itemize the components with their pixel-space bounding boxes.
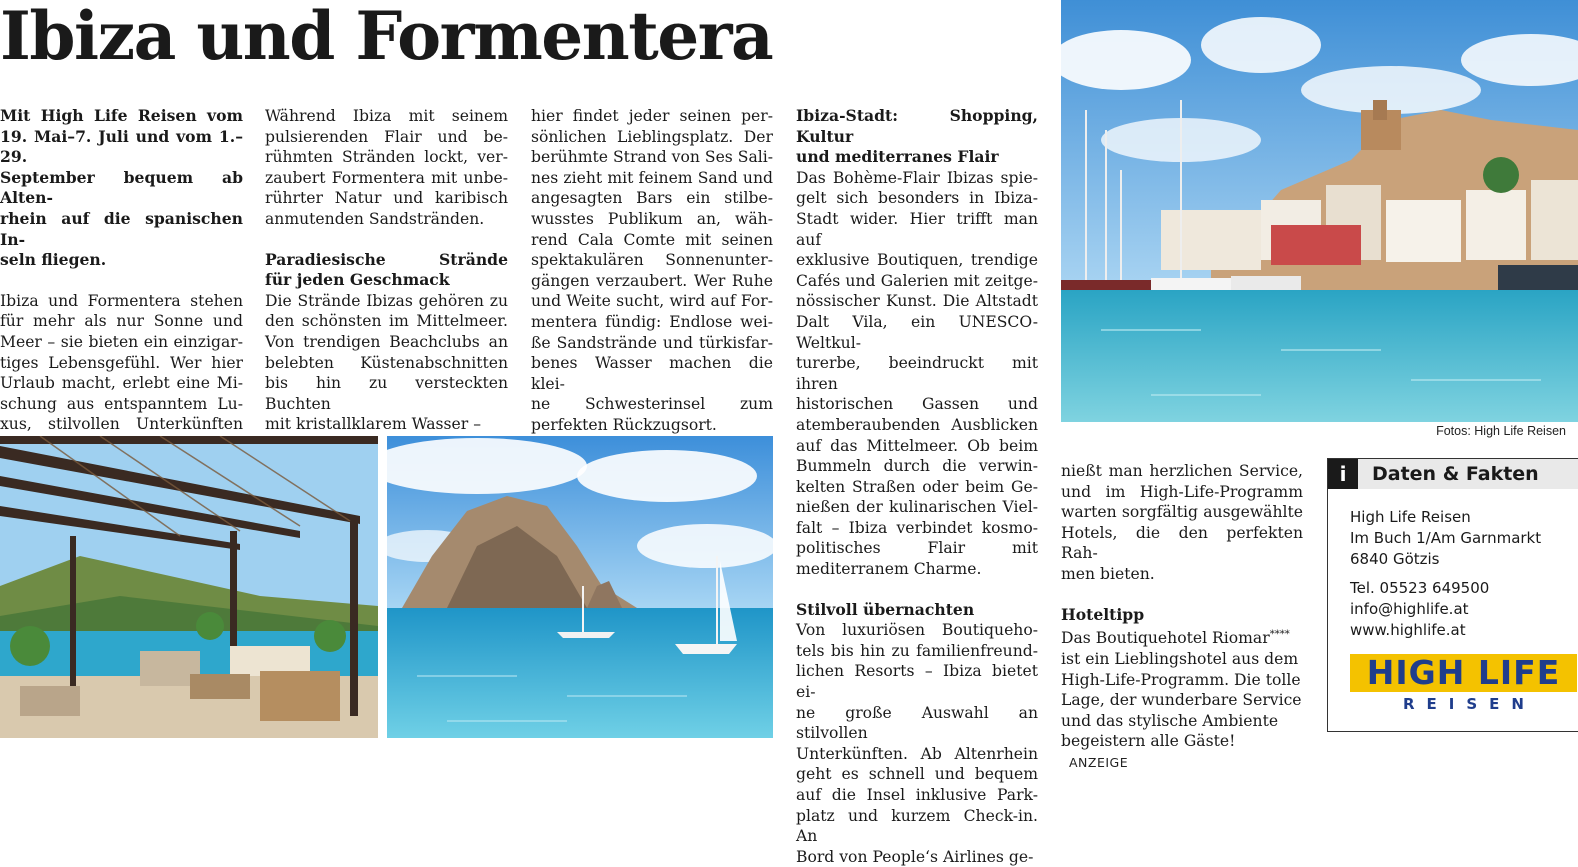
text-line: nießt man herzlichen Service, bbox=[1061, 462, 1303, 480]
column-4-body2 bbox=[796, 620, 1038, 867]
column-3 bbox=[531, 106, 773, 436]
text-line: Hotels, die den perfekten Rah- bbox=[1061, 523, 1303, 563]
headline: Ibiza und Formentera bbox=[0, 0, 773, 75]
company-name: High Life Reisen bbox=[1350, 508, 1471, 526]
text-line: Stadt wider. Hier trifft man auf bbox=[796, 209, 1038, 249]
text-line: Bord von People‘s Airlines ge- bbox=[796, 847, 1034, 866]
terrace-image bbox=[0, 436, 378, 738]
text-line: atemberaubenden Ausblicken bbox=[796, 415, 1038, 434]
es-vedra-image bbox=[387, 436, 773, 738]
logo-wordmark: HIGH LIFE bbox=[1350, 654, 1577, 692]
text-line: schung aus entspanntem Lu- bbox=[0, 394, 243, 413]
text-line: hier findet jeder seinen per- bbox=[531, 107, 773, 125]
text-line: Ibiza und Formentera stehen bbox=[0, 291, 243, 310]
hoteltipp-line: Lage, der wunderbare Service bbox=[1061, 691, 1302, 710]
text-line: Bummeln durch die verwin- bbox=[796, 457, 1038, 476]
column-1 bbox=[0, 106, 243, 476]
text-line: Ibiza-Stadt: Shopping, Kultur bbox=[796, 106, 1038, 146]
text-line: September bequem ab Alten- bbox=[0, 167, 243, 208]
column-5-body2 bbox=[1061, 625, 1303, 773]
text-line: tels bis hin zu familienfreund- bbox=[796, 641, 1038, 660]
text-line: rühmten Stränden lockt, ver- bbox=[265, 148, 508, 167]
text-line: nießen der kulinarischen Viel- bbox=[796, 498, 1038, 517]
text-line: 19. Mai–7. Juli und vom 1.–29. bbox=[0, 126, 243, 167]
column-4-body bbox=[796, 168, 1038, 580]
text-line: platz und kurzem Check-in. An bbox=[796, 806, 1038, 846]
text-line: men bieten. bbox=[1061, 564, 1155, 583]
text-line: politisches Flair mit bbox=[796, 539, 1038, 558]
photo-credit: Fotos: High Life Reisen bbox=[1436, 424, 1566, 438]
text-line: kelten Straßen oder beim Ge- bbox=[796, 477, 1038, 496]
column-5 bbox=[1061, 461, 1303, 774]
website-link[interactable]: www.highlife.at bbox=[1350, 621, 1466, 639]
phone-number: Tel. 05523 649500 bbox=[1350, 579, 1490, 597]
text-line: Das Bohème-Flair Ibizas spie- bbox=[796, 168, 1038, 187]
text-line: warten sorgfältig ausgewählte bbox=[1061, 503, 1303, 522]
text-line: ne Schwesterinsel zum bbox=[531, 395, 773, 414]
text-line: mediterranem Charme. bbox=[796, 560, 982, 579]
logo-subline: REISEN bbox=[1403, 695, 1536, 713]
text-line: nes zieht mit feinem Sand und bbox=[531, 168, 773, 187]
text-line: für mehr als nur Sonne und bbox=[0, 312, 243, 331]
text-line: lichen Resorts – Ibiza bietet ei- bbox=[796, 662, 1038, 702]
harbour-image bbox=[1061, 0, 1578, 422]
text-line: ne große Auswahl an stilvollen bbox=[796, 703, 1038, 743]
text-line: auf das Mittelmeer. Ob beim bbox=[796, 436, 1038, 455]
fact-box bbox=[1327, 458, 1578, 732]
fact-box-title: Daten & Fakten bbox=[1372, 463, 1539, 485]
hotel-stars: **** bbox=[1269, 629, 1290, 641]
text-line: und im High-Life-Programm bbox=[1061, 482, 1303, 501]
text-line: mit kristallklarem Wasser – bbox=[265, 415, 481, 434]
text-line: mentera fündig: Endlose wei- bbox=[531, 312, 773, 331]
text-line: Unterkünften. Ab Altenrhein bbox=[796, 744, 1038, 763]
text-line: rhein auf die spanischen In- bbox=[0, 208, 243, 249]
text-line: tiges Lebensgefühl. Wer hier bbox=[0, 353, 243, 372]
text-line: Von trendigen Beachclubs an bbox=[265, 332, 508, 351]
lead-paragraph bbox=[0, 106, 243, 271]
text-line: Dalt Vila, ein UNESCO-Weltkul- bbox=[796, 312, 1038, 352]
hoteltipp-line: begeistern alle Gäste! bbox=[1061, 732, 1236, 751]
column-2-body2 bbox=[265, 291, 508, 435]
text-line: ße Sandstrände und türkisfar- bbox=[531, 333, 773, 352]
text-line: benes Wasser machen die klei- bbox=[531, 354, 773, 393]
text-line: Die Strände Ibizas gehören zu bbox=[265, 291, 508, 310]
text-line: geht es schnell und bequem bbox=[796, 765, 1038, 784]
column-2 bbox=[265, 106, 508, 435]
text-line: angesagten Bars ein stilbe- bbox=[531, 189, 773, 208]
text-line: für jeden Geschmack bbox=[265, 270, 450, 290]
column-2-body bbox=[265, 106, 508, 230]
text-line: Von luxuriösen Boutiqueho- bbox=[796, 621, 1038, 640]
text-line: auf die Insel inklusive Park- bbox=[796, 786, 1038, 804]
hoteltipp-line: ist ein Lieblingshotel aus dem bbox=[1061, 649, 1299, 668]
postal-city: 6840 Götzis bbox=[1350, 550, 1440, 568]
hoteltipp-line: High-Life-Programm. Die tolle bbox=[1061, 670, 1301, 689]
text-line: turerbe, beeindruckt mit ihren bbox=[796, 354, 1038, 393]
text-line: exklusive Boutiquen, trendige bbox=[796, 251, 1038, 270]
text-line: pulsierenden Flair und be- bbox=[265, 127, 508, 146]
fact-box-contact bbox=[1350, 578, 1489, 641]
text-line: rend Cala Comte mit seinen bbox=[531, 230, 773, 249]
text-line: historischen Gassen und bbox=[796, 395, 1038, 414]
hoteltipp-line: und das stylische Ambiente bbox=[1061, 711, 1279, 730]
text-line: den schönsten im Mittelmeer. bbox=[265, 312, 508, 331]
text-line: und mediterranes Flair bbox=[796, 147, 999, 167]
text-line: Während Ibiza mit seinem bbox=[265, 107, 508, 125]
subhead-hotels: Stilvoll übernachten bbox=[796, 599, 975, 619]
column-4 bbox=[796, 106, 1038, 867]
text-line: Cafés und Galerien mit zeitge- bbox=[796, 271, 1038, 290]
text-line: berühmte Strand von Ses Sali- bbox=[531, 148, 773, 167]
column-5-body bbox=[1061, 461, 1303, 585]
email-link[interactable]: info@highlife.at bbox=[1350, 600, 1469, 618]
hoteltipp-line: Das Boutiquehotel Riomar bbox=[1061, 629, 1270, 648]
anzeige-label: ANZEIGE bbox=[1069, 754, 1129, 770]
text-line: Mit High Life Reisen vom bbox=[0, 106, 243, 125]
text-line: rührter Natur und karibisch bbox=[265, 189, 508, 208]
text-line: bis hin zu versteckten Buchten bbox=[265, 374, 508, 413]
text-line: Paradiesische Strände bbox=[265, 249, 508, 269]
text-line: Meer – sie bieten ein einzigar- bbox=[0, 332, 243, 351]
text-line: sönlichen Lieblingsplatz. Der bbox=[531, 127, 773, 146]
fact-box-header bbox=[1328, 459, 1578, 489]
photo-es-vedra bbox=[387, 436, 773, 738]
text-line: perfekten Rückzugsort. bbox=[531, 415, 717, 434]
photo-terrace bbox=[0, 436, 378, 738]
text-line: gängen verzaubert. Wer Ruhe bbox=[531, 271, 773, 290]
text-line: und Weite sucht, wird auf For- bbox=[531, 292, 773, 311]
subhead-ibiza-town bbox=[796, 106, 1038, 168]
high-life-logo bbox=[1350, 654, 1577, 716]
subhead-hoteltipp: Hoteltipp bbox=[1061, 604, 1145, 624]
street-address: Im Buch 1/Am Garnmarkt bbox=[1350, 529, 1542, 547]
text-line: nössischer Kunst. Die Altstadt bbox=[796, 292, 1038, 311]
column-3-body bbox=[531, 106, 773, 436]
text-line: spektakulären Sonnenunter- bbox=[531, 251, 773, 270]
fact-box-address bbox=[1350, 507, 1541, 570]
text-line: seln fliegen. bbox=[0, 250, 107, 270]
text-line: Urlaub macht, erlebt eine Mi- bbox=[0, 374, 243, 393]
photo-ibiza-harbour bbox=[1061, 0, 1578, 422]
text-line: falt – Ibiza verbindet kosmo- bbox=[796, 518, 1038, 537]
text-line: zaubert Formentera mit unbe- bbox=[265, 168, 508, 187]
text-line: anmutenden Sandstränden. bbox=[265, 209, 485, 228]
text-line: belebten Küstenabschnitten bbox=[265, 353, 508, 372]
info-icon: i bbox=[1328, 459, 1358, 489]
text-line: wusstes Publikum an, wäh- bbox=[531, 209, 773, 228]
text-line: xus, stilvollen Unterkünften bbox=[0, 415, 243, 434]
text-line: gelt sich besonders in Ibiza- bbox=[796, 189, 1038, 208]
subhead-beaches bbox=[265, 250, 508, 291]
